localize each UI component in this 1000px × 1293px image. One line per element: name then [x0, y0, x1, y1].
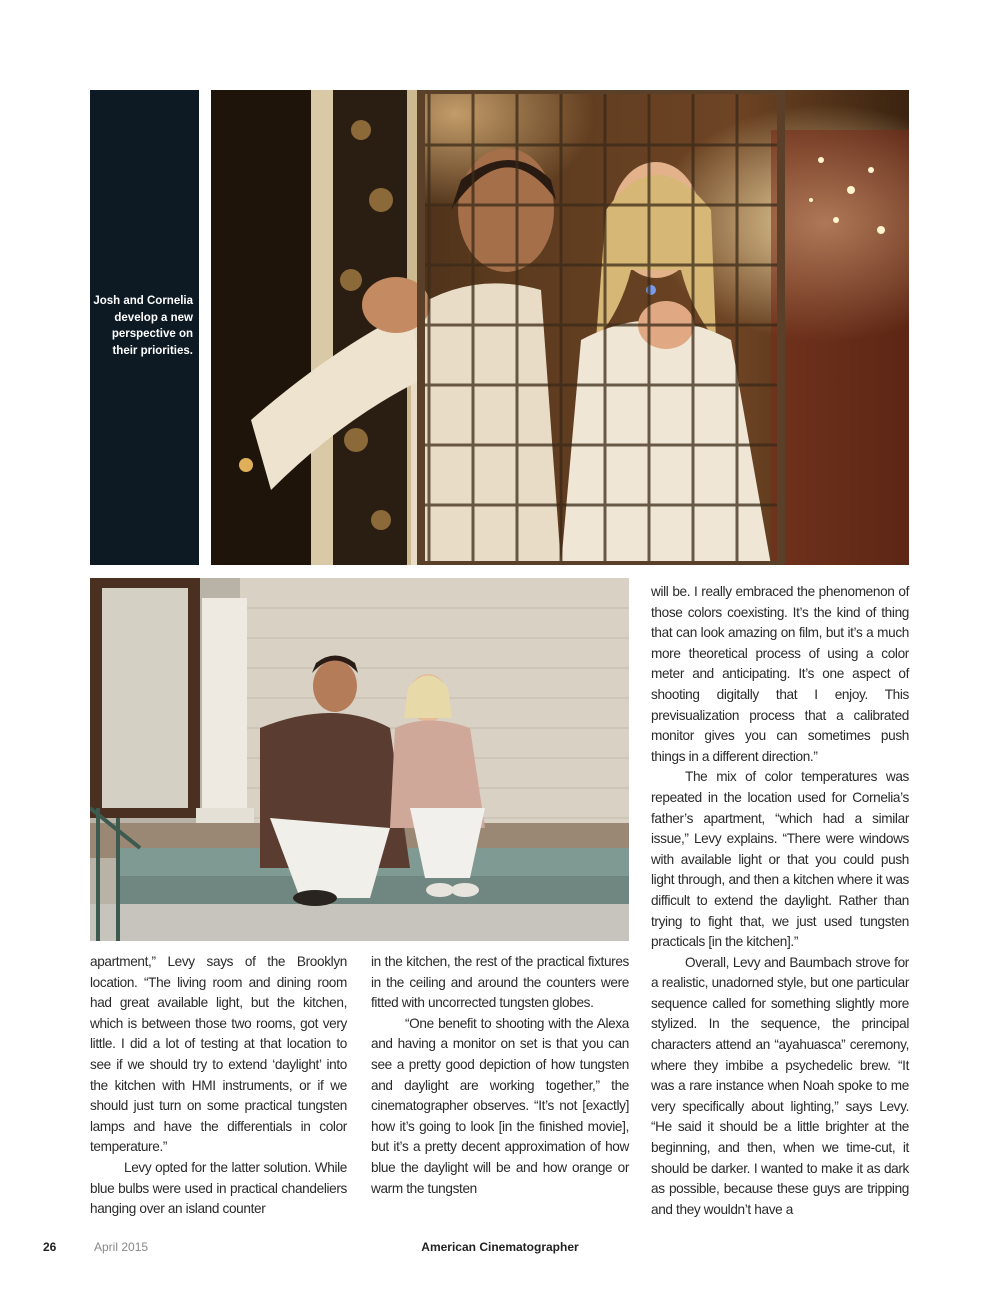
paragraph: Levy opted for the latter solution. While blue bulbs were used in practical chandeliers hanging over an island counter — [90, 1159, 347, 1217]
page-number: 26 — [43, 1240, 57, 1254]
caption-line: Josh and Cornelia — [93, 295, 193, 307]
paragraph: “One benefit to shooting with the Alexa and having a monitor on set is that you can see a pretty good depiction of how tungsten and daylight are working together,” the cinematographer observes. “It’s not [exactly] how it’s going to look [in the finished movie], but it’s a pretty decent approximation of how blue the daylight will be and how orange or warm the tungsten — [371, 1015, 629, 1196]
article-column-1 — [90, 952, 347, 1220]
bottom-film-still-illustration — [90, 578, 629, 941]
issue-date: April 2015 — [94, 1240, 149, 1254]
caption-line: their priorities. — [112, 344, 193, 357]
caption-line: perspective on — [111, 328, 193, 340]
top-film-still-illustration — [211, 90, 909, 565]
photo-caption — [93, 293, 193, 359]
paragraph: apartment,” Levy says of the Brooklyn location. “The living room and dining room had great available light, but the kitchen, which is between those two rooms, got very little. I did a lot of testing at that location to see if we should try to extend ‘daylight’ into the kitchen with HMI instruments, or if we should just turn on some practical tungsten lamps and have the differentials in color temperature.” — [90, 954, 347, 1155]
magazine-name: American Cinematographer — [421, 1240, 579, 1254]
paragraph: The mix of color temperatures was repeated in the location used for Cornelia’s father’s apartment, “which had a similar issue,” Levy explains. “There were windows with available light or that you could push light through, and then a kitchen where it was difficult to extend the daylight. Rather than trying to fight that, we just used tungsten practicals [in the kitchen].” — [651, 769, 909, 950]
paragraph: Overall, Levy and Baumbach strove for a realistic, unadorned style, but one particular sequence called for something slightly more stylized. In the sequence, the principal characters attend an “ayahuasca” ceremony, where they imbibe a psychedelic brew. “It was a rare instance when Noah spoke to me very specifically about lighting,” says Levy. “He said it should be a little brighter at the beginning, and then, when we time-cut, it should be darker. I wanted to make it as dark as possible, because these guys are tripping and they wouldn’t have a — [651, 954, 909, 1217]
caption-box — [90, 90, 199, 565]
paragraph: in the kitchen, the rest of the practical fixtures in the ceiling and around the counters were fitted with uncorrected tungsten globes. — [371, 954, 629, 1011]
article-column-2 — [371, 952, 629, 1199]
paragraph: will be. I really embraced the phenomenon of those colors coexisting. It’s the kind of thing that can look amazing on film, but it’s a much more theoretical process of using a color meter and anticipating. It’s one aspect of shooting digitally that I enjoy. This previsualization process that a calibrated monitor gives you can sometimes push things in a different direction.” — [651, 584, 909, 764]
bottom-film-still — [90, 578, 629, 941]
caption-line: develop a new — [114, 311, 193, 324]
top-film-still — [211, 90, 909, 565]
article-column-3 — [651, 582, 909, 1220]
